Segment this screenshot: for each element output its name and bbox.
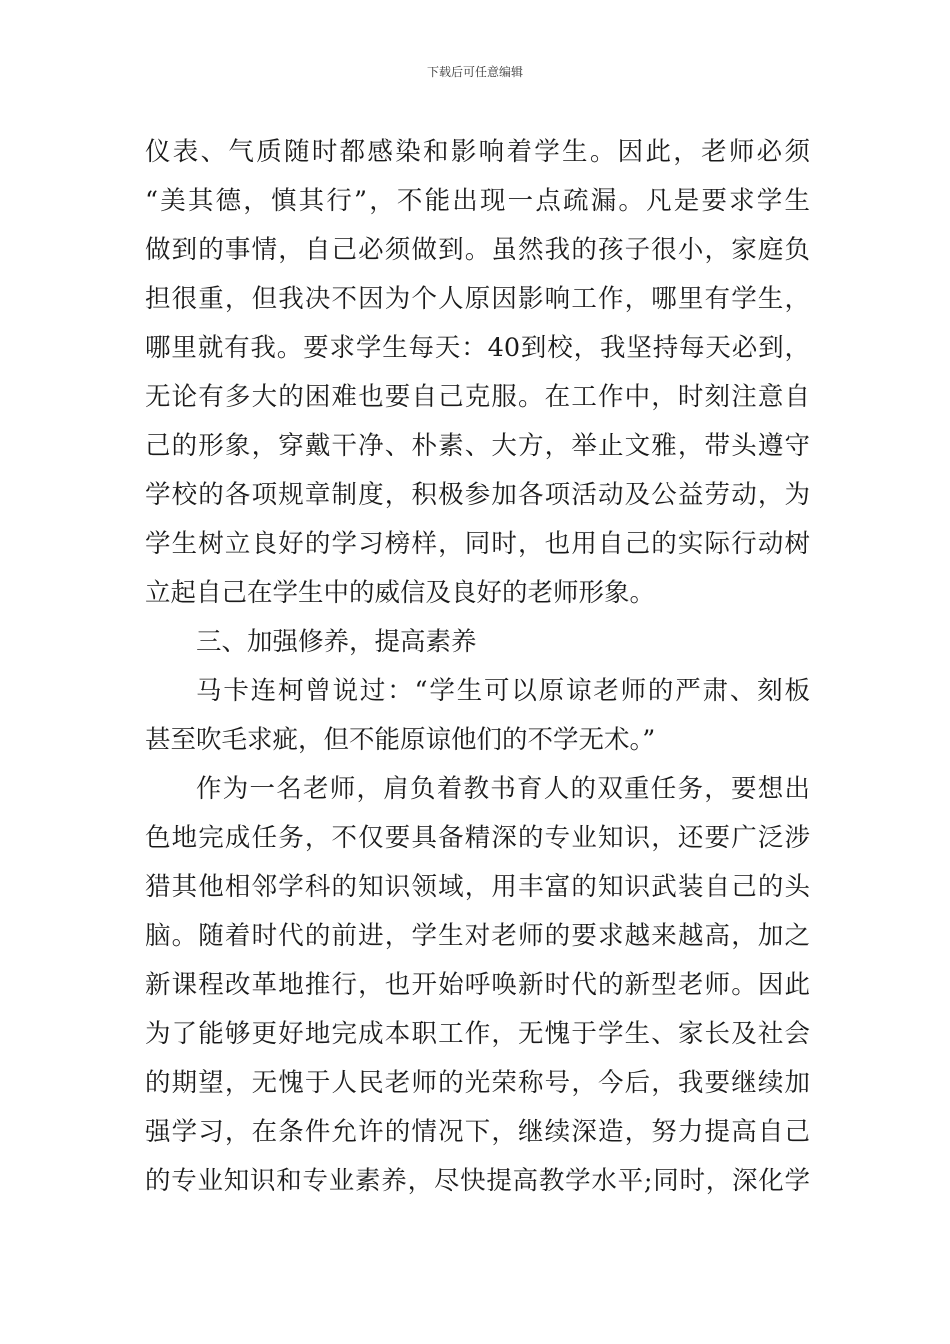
text-line: 做到的事情，自己必须做到。虽然我的孩子很小，家庭负 — [145, 235, 810, 265]
text-line: 哪里就有我。要求学生每天：40到校，我坚持每天必到， — [145, 333, 810, 363]
text-line: 马卡连柯曾说过：“学生可以原谅老师的严肃、刻板 — [196, 676, 810, 706]
page-header: 下载后可任意编辑 — [426, 65, 523, 79]
text-line: 仪表、气质随时都感染和影响着学生。因此，老师必须 — [145, 137, 810, 167]
text-line: 立起自己在学生中的威信及良好的老师形象。 — [145, 578, 656, 608]
text-line: 脑。随着时代的前进，学生对老师的要求越来越高，加之 — [145, 921, 810, 951]
text-line: 作为一名老师，肩负着教书育人的双重任务，要想出 — [196, 774, 810, 804]
text-line: 强学习，在条件允许的情况下，继续深造，努力提高自己 — [145, 1117, 810, 1147]
text-line: 色地完成任务，不仅要具备精深的专业知识，还要广泛涉 — [145, 823, 810, 853]
text-line: “美其德，慎其行”，不能出现一点疏漏。凡是要求学生 — [145, 186, 810, 216]
text-line: 学生树立良好的学习榜样，同时，也用自己的实际行动树 — [145, 529, 810, 559]
text-line: 新课程改革地推行，也开始呼唤新时代的新型老师。因此 — [145, 970, 810, 1000]
text-line: 甚至吹毛求疵，但不能原谅他们的不学无术。” — [145, 725, 656, 755]
text-line: 学校的各项规章制度，积极参加各项活动及公益劳动，为 — [145, 480, 810, 510]
text-line: 己的形象，穿戴干净、朴素、大方，举止文雅，带头遵守 — [145, 431, 810, 461]
text-line: 担很重，但我决不因为个人原因影响工作，哪里有学生， — [145, 284, 810, 314]
document-body — [145, 128, 810, 1206]
text-line: 无论有多大的困难也要自己克服。在工作中，时刻注意自 — [145, 382, 810, 412]
text-line: 为了能够更好地完成本职工作，无愧于学生、家长及社会 — [145, 1019, 810, 1049]
text-line: 猎其他相邻学科的知识领域，用丰富的知识武装自己的头 — [145, 872, 810, 902]
section-heading: 三、加强修养，提高素养 — [196, 627, 477, 657]
text-line: 的期望，无愧于人民老师的光荣称号，今后，我要继续加 — [145, 1068, 810, 1098]
text-line: 的专业知识和专业素养，尽快提高教学水平;同时，深化学 — [145, 1166, 810, 1196]
